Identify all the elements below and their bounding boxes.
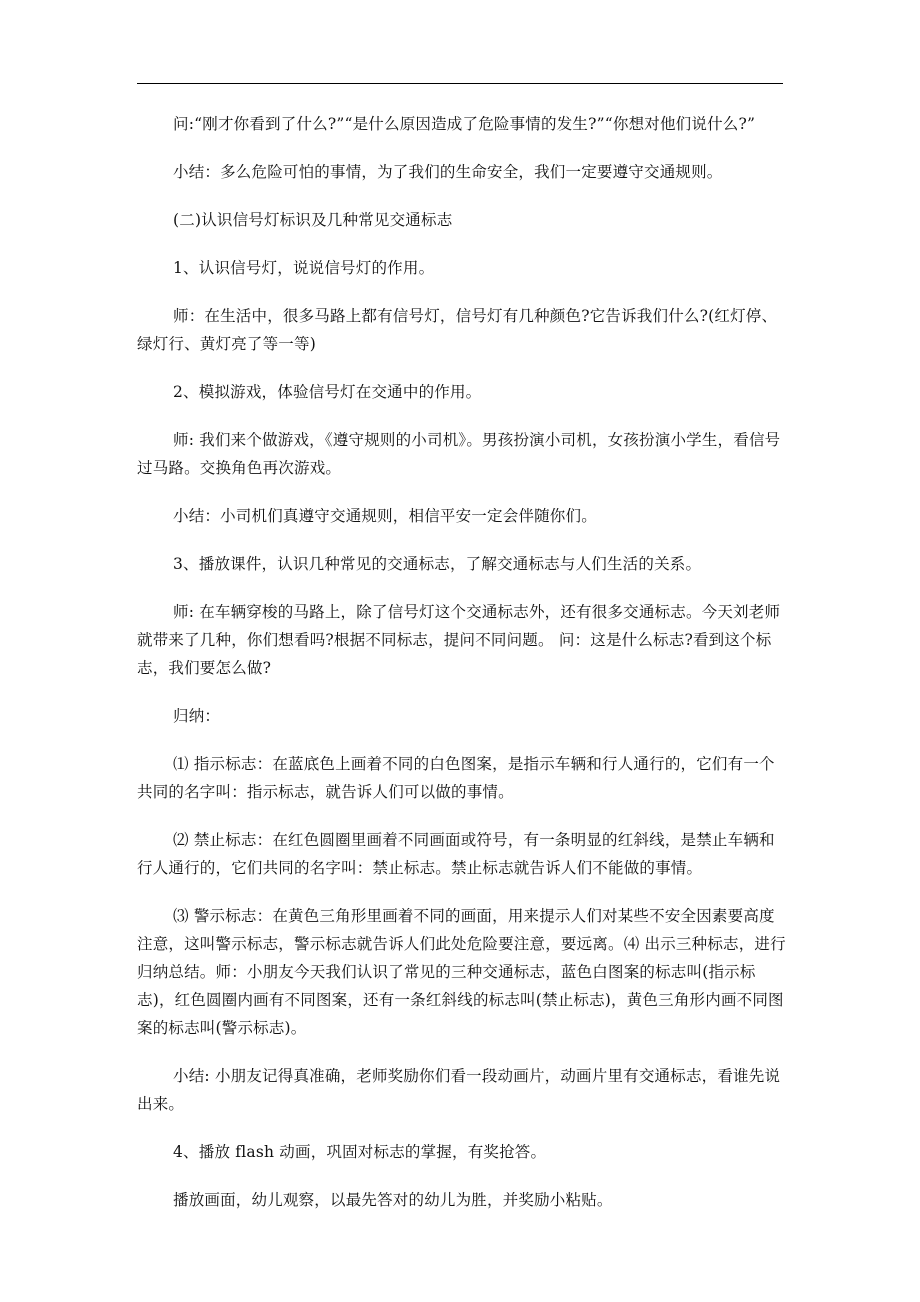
paragraph: 1、认识信号灯，说说信号灯的作用。 xyxy=(173,259,435,277)
paragraph: 2、模拟游戏，体验信号灯在交通中的作用。 xyxy=(173,383,482,401)
section-heading: (二)认识信号灯标识及几种常见交通标志 xyxy=(173,211,453,229)
paragraph: 师: 在车辆穿梭的马路上，除了信号灯这个交通标志外，还有很多交通标志。今天刘老师就带来了几种，你们想看吗?根据不同标志，提问不同问题。 问：这是什么标志?看到这个标志，我们要怎么做? xyxy=(137,603,781,677)
paragraph: 归纳： xyxy=(173,707,221,725)
paragraph: 播放画面，幼儿观察，以最先答对的幼儿为胜，并奖励小粘贴。 xyxy=(173,1191,613,1209)
header-rule xyxy=(137,83,783,84)
paragraph: 小结：多么危险可怕的事情，为了我们的生命安全，我们一定要遵守交通规则。 xyxy=(173,163,723,181)
paragraph: 问:“刚才你看到了什么?”“是什么原因造成了危险事情的发生?”“你想对他们说什么?” xyxy=(173,115,756,133)
paragraph: 小结: 小朋友记得真准确，老师奖励你们看一段动画片，动画片里有交通标志，看谁先说出来。 xyxy=(137,1067,781,1113)
paragraph: 3、播放课件，认识几种常见的交通标志，了解交通标志与人们生活的关系。 xyxy=(173,555,702,573)
paragraph: 4、播放 flash 动画，巩固对标志的掌握，有奖抢答。 xyxy=(173,1143,547,1161)
paragraph: 师: 我们来个做游戏，《遵守规则的小司机》。男孩扮演小司机，女孩扮演小学生，看信号过马路。交换角色再次游戏。 xyxy=(137,431,781,477)
paragraph: 师：在生活中，很多马路上都有信号灯，信号灯有几种颜色?它告诉我们什么?(红灯停、绿灯行、黄灯亮了等一等) xyxy=(137,307,778,353)
paragraph: 小结：小司机们真遵守交通规则，相信平安一定会伴随你们。 xyxy=(173,507,597,525)
list-item: ⑴ 指示标志：在蓝底色上画着不同的白色图案，是指示车辆和行人通行的，它们有一个共同的名字叫：指示标志，就告诉人们可以做的事情。 xyxy=(137,755,775,801)
list-item: ⑵ 禁止标志：在红色圆圈里画着不同画面或符号，有一条明显的红斜线，是禁止车辆和行人通行的，它们共同的名字叫：禁止标志。禁止标志就告诉人们不能做的事情。 xyxy=(137,831,775,877)
document-body xyxy=(137,110,787,1232)
list-item: ⑶ 警示标志：在黄色三角形里画着不同的画面，用来提示人们对某些不安全因素要高度注意，这叫警示标志，警示标志就告诉人们此处危险要注意，要远离。⑷ 出示三种标志，进行归纳总结。师：小朋友今天我们认识了常见的三种交通标志，蓝色白图案的标志叫(指示标志)，红色圆圈内画有不同图案，还有一条红斜线的标志叫(禁止标志)，黄色三角形内画不同图案的标志叫(警示标志)。 xyxy=(137,907,786,1037)
